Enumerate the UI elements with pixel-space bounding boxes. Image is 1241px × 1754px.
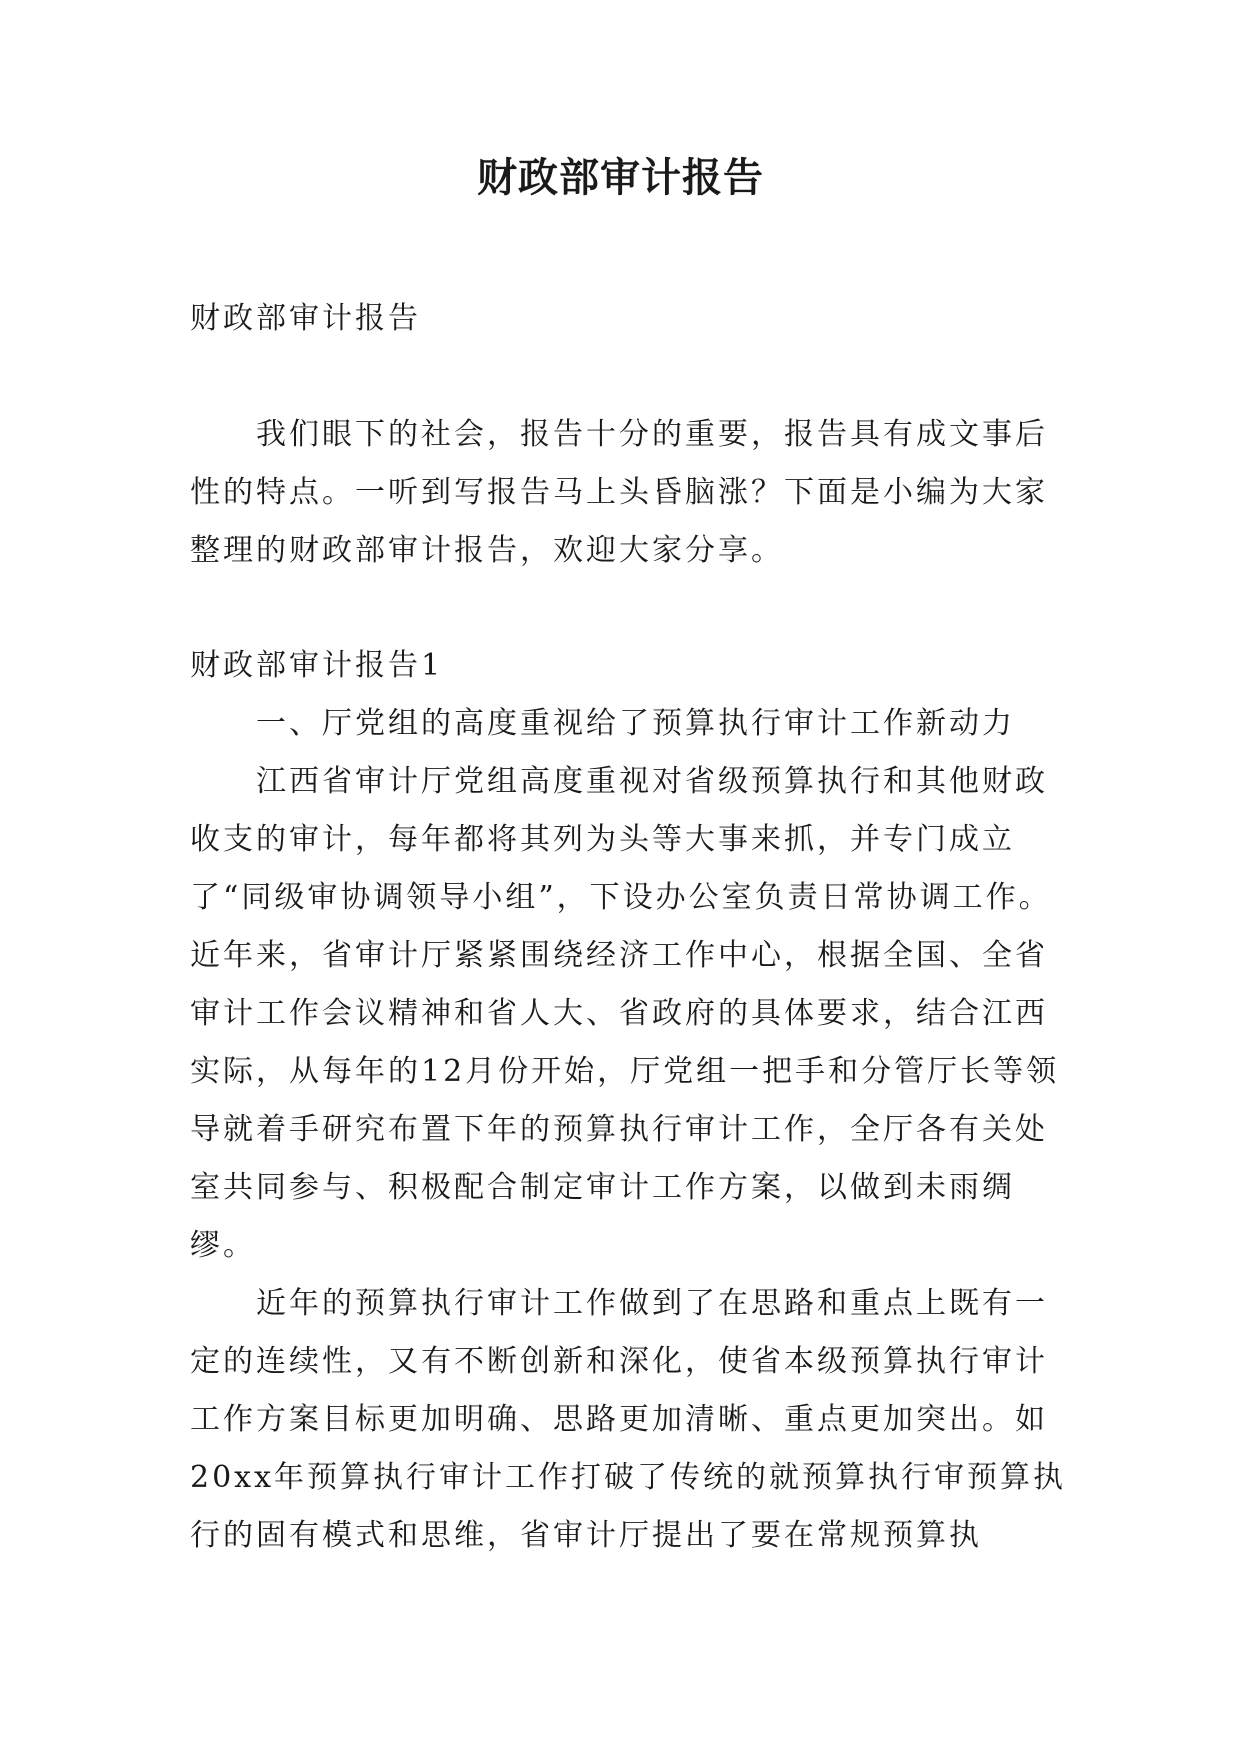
section-subheading: 一、厅党组的高度重视给了预算执行审计工作新动力 [256,706,1015,741]
document-title: 财政部审计报告 [477,155,764,201]
section-body [190,695,1070,1565]
body-paragraph: 近年的预算执行审计工作做到了在思路和重点上既有一定的连续性，又有不断创新和深化，使省本级预算执行审计工作方案目标更加明确、思路更加清晰、重点更加突出。如20xx年预算执行审计工作打破了传统的就预算执行审预算执行的固有模式和思维，省审计厅提出了要在常规预算执 [190,1286,1067,1553]
intro-paragraph: 我们眼下的社会，报告十分的重要，报告具有成文事后性的特点。一听到写报告马上头昏脑涨？下面是小编为大家整理的财政部审计报告，欢迎大家分享。 [190,417,1048,568]
intro-section [190,406,1070,580]
section-heading: 财政部审计报告1 [190,648,444,683]
document-subtitle: 财政部审计报告 [190,301,421,336]
body-paragraph: 江西省审计厅党组高度重视对省级预算执行和其他财政收支的审计，每年都将其列为头等大事来抓，并专门成立了“同级审协调领导小组”，下设办公室负责日常协调工作。近年来，省审计厅紧紧围绕经济工作中心，根据全国、全省审计工作会议精神和省人大、省政府的具体要求，结合江西实际，从每年的12月份开始，厅党组一把手和分管厅长等领导就着手研究布置下年的预算执行审计工作，全厅各有关处室共同参与、积极配合制定审计工作方案，以做到未雨绸缪。 [190,764,1060,1263]
